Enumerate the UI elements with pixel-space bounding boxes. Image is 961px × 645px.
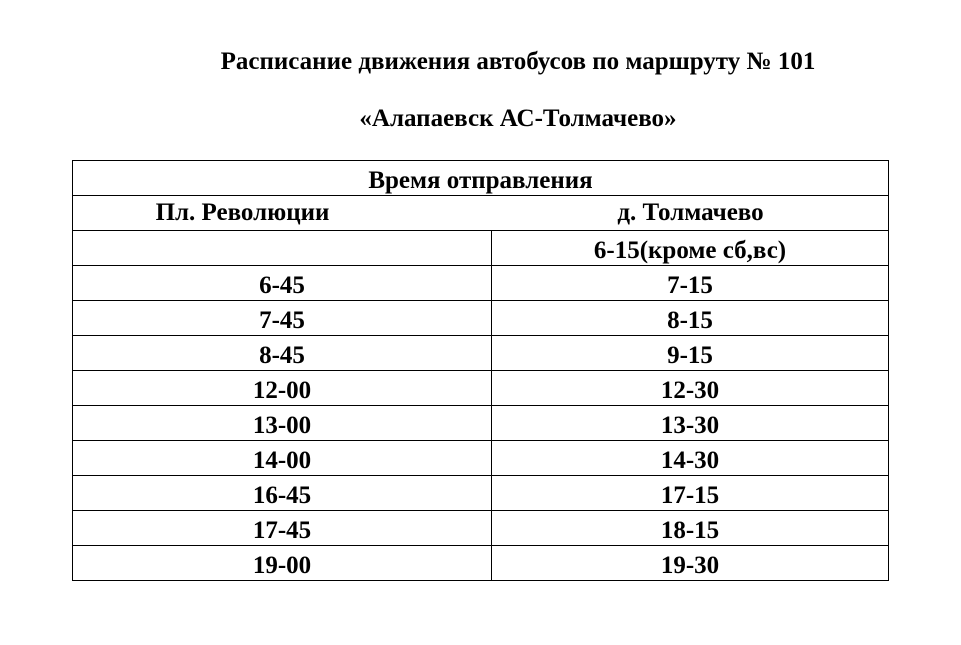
- departure-cell: 8-45: [73, 336, 492, 371]
- table-row: [73, 371, 889, 406]
- departure-cell: 7-15: [492, 266, 889, 301]
- table-row: [73, 546, 889, 581]
- departure-cell: 19-00: [73, 546, 492, 581]
- header-row: [73, 161, 889, 196]
- table-row: [73, 511, 889, 546]
- departure-cell: 17-45: [73, 511, 492, 546]
- table-row: [73, 406, 889, 441]
- schedule-table: [72, 160, 889, 581]
- departure-cell: 14-00: [73, 441, 492, 476]
- page-title: Расписание движения автобусов по маршруту № 101: [220, 48, 816, 75]
- departure-cell: 7-45: [73, 301, 492, 336]
- note-left-cell: [73, 231, 492, 266]
- departure-cell: 14-30: [492, 441, 889, 476]
- departure-time-header: Время отправления: [73, 161, 889, 196]
- table-row: [73, 301, 889, 336]
- column-headers-cell: [73, 196, 889, 231]
- departure-cell: 13-30: [492, 406, 889, 441]
- table-row: [73, 336, 889, 371]
- column-header-row: [73, 196, 889, 231]
- note-right-cell: 6-15(кроме сб,вс): [492, 231, 889, 266]
- table-row: [73, 441, 889, 476]
- departure-cell: 17-15: [492, 476, 889, 511]
- table-row: [73, 476, 889, 511]
- column-header-revolution-square: Пл. Революции: [155, 199, 330, 226]
- departure-cell: 6-45: [73, 266, 492, 301]
- departure-cell: 13-00: [73, 406, 492, 441]
- departure-cell: 12-00: [73, 371, 492, 406]
- note-row: [73, 231, 889, 266]
- departure-cell: 9-15: [492, 336, 889, 371]
- column-header-tolmachevo: д. Толмачево: [617, 199, 764, 226]
- route-subtitle: «Алапаевск АС-Толмачево»: [359, 105, 677, 132]
- departure-cell: 19-30: [492, 546, 889, 581]
- table-row: [73, 266, 889, 301]
- departure-cell: 18-15: [492, 511, 889, 546]
- departure-cell: 12-30: [492, 371, 889, 406]
- departure-cell: 8-15: [492, 301, 889, 336]
- departure-cell: 16-45: [73, 476, 492, 511]
